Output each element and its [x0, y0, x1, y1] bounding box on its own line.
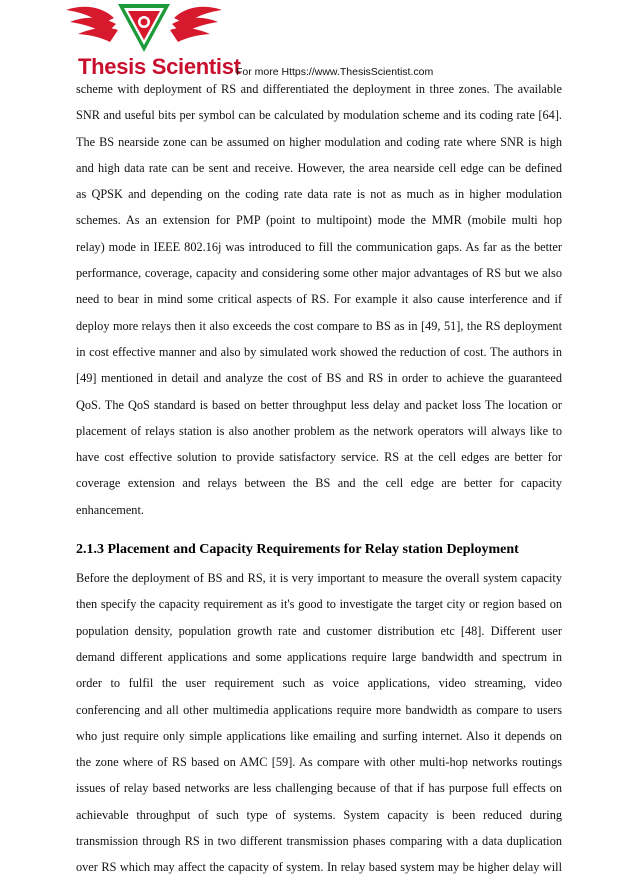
text-line: over RS which may affect the capacity of system. In relay based system may be higher delay will	[76, 860, 562, 875]
text-line: transmission through RS in two different transmission phases comparing with a data duplication	[76, 834, 562, 849]
text-line: demand different applications and some applications require large bandwidth and spectrum in	[76, 649, 562, 664]
text-line: deploy more relays then it also exceeds the cost compare to BS as in [49, 51], the RS deployment	[76, 318, 562, 333]
text-line: relay) mode in IEEE 802.16j was introduced to fill the communication gaps. As far as the better	[76, 239, 562, 254]
text-line: performance, coverage, capacity and considering some other major advantages of RS but we also	[76, 266, 562, 281]
header-url-text: For more Https://www.ThesisScientist.com	[236, 66, 434, 78]
brand-name: Thesis Scientist	[78, 54, 241, 79]
text-line: conferencing and all other multimedia applications require more bandwidth as compare to users	[76, 702, 562, 717]
document-body	[76, 76, 562, 881]
text-line: need to bear in mind some critical aspects of RS. For example it also cause interference and if	[76, 292, 562, 307]
text-line: coverage extension and relays between the BS and the cell edge are better for capacity	[76, 476, 562, 491]
text-line: then specify the capacity requirement as it's good to investigate the target city or region based on	[76, 597, 562, 612]
text-line: order to fulfil the user requirement such as voice applications, video streaming, video	[76, 676, 562, 691]
paragraph-1	[76, 76, 562, 523]
text-line: and high data rate can be sent and receive. However, the area nearside cell edge can be defined	[76, 160, 562, 175]
header-logo	[62, 0, 242, 82]
text-line: scheme with deployment of RS and differentiated the deployment in three zones. The available	[76, 82, 562, 96]
text-line: who just require only simple applications like emailing and surfing internet. Also it depends on	[76, 728, 562, 743]
text-line: achievable throughput of such type of systems. System capacity is been reduced during	[76, 807, 562, 822]
section-heading: 2.1.3 Placement and Capacity Requirements for Relay station Deployment	[76, 542, 519, 558]
text-line: Before the deployment of BS and RS, it is very important to measure the overall system capacity	[76, 571, 562, 586]
text-line: [49] mentioned in detail and analyze the cost of BS and RS in order to achieve the guaranteed	[76, 371, 562, 386]
text-line: in cost effective manner and also by simulated work showed the reduction of cost. The authors in	[76, 344, 562, 359]
paragraph-2	[76, 565, 562, 881]
text-line: placement of relays station is also another problem as the network operators will always like to	[76, 423, 562, 438]
text-line: the zone where of RS based on AMC [59]. As compare with other multi-hop networks routings	[76, 755, 562, 770]
text-line: have cost effective solution to provide satisfactory service. RS at the cell edges are better for	[76, 450, 562, 465]
text-line: schemes. As an extension for PMP (point to multipoint) mode the MMR (mobile multi hop	[76, 213, 562, 228]
thesis-scientist-winged-logo-icon	[62, 0, 242, 60]
text-line: SNR and useful bits per symbol can be calculated by modulation scheme and its coding rate [64].	[76, 108, 562, 123]
text-line: issues of relay based networks are less challenging because of that if has purpose full effects on	[76, 781, 562, 796]
text-line: QoS. The QoS standard is based on better throughput less delay and packet loss The location or	[76, 397, 562, 412]
text-line: enhancement.	[76, 502, 144, 517]
text-line: The BS nearside zone can be assumed on higher modulation and coding rate where SNR is high	[76, 134, 562, 149]
text-line: as QPSK and depending on the coding rate data rate is not as much as in higher modulation	[76, 187, 562, 202]
text-line: population density, population growth rate and customer distribution etc [48]. Different user	[76, 623, 562, 638]
